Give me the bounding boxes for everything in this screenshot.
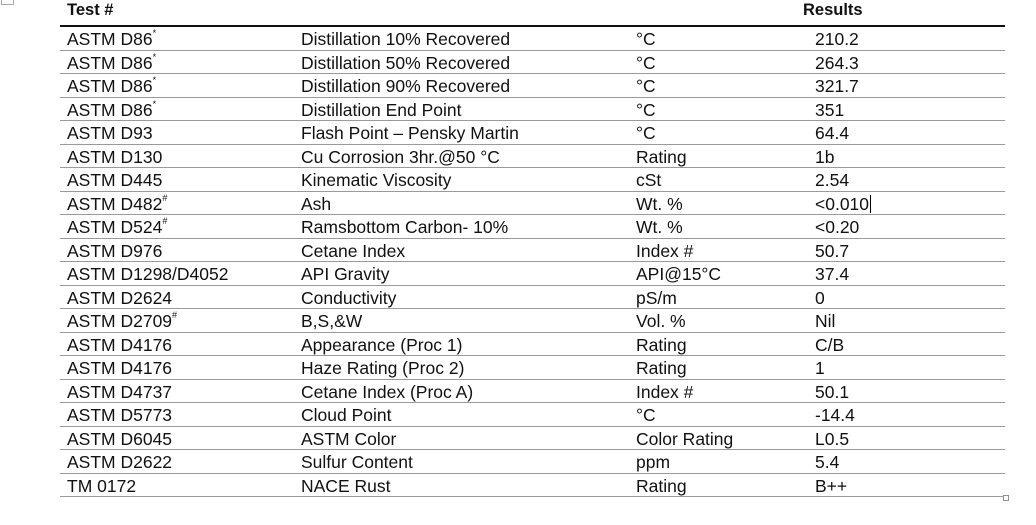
description-cell[interactable]: Distillation 90% Recovered [301,76,511,96]
test-method-text: ASTM D4176 [67,358,173,378]
footnote-mark: * [152,28,157,38]
result-text: 2.54 [815,170,850,190]
result-cell[interactable] [815,194,871,215]
results-table [60,0,1005,497]
table-move-handle[interactable] [1,0,14,5]
footnote-mark: # [162,216,168,226]
result-text: 1 [815,358,825,378]
result-cell[interactable] [815,123,849,144]
unit-cell[interactable]: pS/m [636,287,677,308]
result-text: <0.010 [815,193,870,214]
unit-cell[interactable]: Wt. % [636,217,683,237]
footnote-mark: # [162,192,168,203]
result-cell[interactable] [815,29,859,50]
test-method-cell[interactable] [67,335,172,356]
table-row [60,121,1005,145]
description-cell[interactable]: B,S,&W [301,311,363,331]
result-text: 321.7 [815,76,859,96]
result-text: C/B [815,334,845,355]
unit-cell[interactable]: Index # [636,381,694,402]
unit-cell[interactable]: Rating [636,475,687,496]
description-cell[interactable]: Cetane Index [301,240,406,261]
description-cell[interactable]: Cetane Index (Proc A) [301,381,474,402]
unit-cell[interactable]: °C [636,76,656,96]
result-cell[interactable] [815,264,849,285]
test-method-text: ASTM D86 [67,52,153,73]
table-row [60,27,1005,51]
table-row [60,239,1005,263]
table-row [60,333,1005,357]
unit-cell[interactable]: °C [636,99,656,120]
table-row [60,286,1005,310]
description-cell[interactable]: Ramsbottom Carbon- 10% [301,217,509,237]
test-method-text: TM 0172 [67,475,137,496]
result-text: Nil [815,311,836,331]
test-method-text: ASTM D4176 [67,334,173,355]
result-cell[interactable] [815,100,844,121]
test-method-cell[interactable] [67,100,156,121]
result-text: 1b [815,146,835,167]
test-method-text: ASTM D86 [67,76,153,96]
result-text: 37.4 [815,264,850,284]
result-text: 210.2 [815,29,859,49]
test-method-cell[interactable] [67,429,172,450]
result-cell[interactable] [815,170,849,191]
table-row [60,380,1005,404]
result-text: 5.4 [815,452,840,472]
test-method-cell[interactable] [67,311,177,332]
result-cell[interactable] [815,147,834,168]
result-text: 264.3 [815,52,859,73]
unit-cell[interactable]: Vol. % [636,311,686,331]
footnote-mark: # [172,310,178,320]
unit-cell[interactable]: Rating [636,358,687,378]
table-row [60,192,1005,216]
table-header [60,0,1005,27]
test-method-text: ASTM D1298/D4052 [67,264,229,284]
result-cell[interactable] [815,76,859,97]
description-cell[interactable]: Kinematic Viscosity [301,170,452,190]
unit-cell[interactable]: Color Rating [636,428,734,449]
description-cell[interactable]: Distillation 10% Recovered [301,29,511,49]
unit-cell[interactable]: Wt. % [636,193,683,214]
result-cell[interactable] [815,405,855,426]
test-method-text: ASTM D4737 [67,381,173,402]
result-cell[interactable] [815,288,825,309]
unit-cell[interactable]: °C [636,29,656,49]
test-method-cell[interactable] [67,358,172,379]
description-cell[interactable]: Distillation 50% Recovered [301,52,511,73]
test-method-text: ASTM D86 [67,29,153,49]
table-row [60,262,1005,286]
test-method-cell[interactable] [67,288,172,309]
table-row [60,98,1005,122]
table-row [60,215,1005,239]
description-cell[interactable]: Ash [301,193,332,214]
test-method-text: ASTM D2709 [67,311,173,331]
description-cell[interactable]: Flash Point – Pensky Martin [301,123,519,143]
unit-cell[interactable]: API@15°C [636,264,722,284]
result-cell[interactable] [815,335,844,356]
footnote-mark: * [152,98,157,109]
description-cell[interactable]: NACE Rust [301,475,391,496]
table-row [60,403,1005,427]
test-method-text: ASTM D976 [67,240,163,261]
test-method-text: ASTM D2622 [67,452,173,472]
footnote-mark: * [152,51,157,62]
description-cell[interactable]: ASTM Color [301,428,397,449]
description-cell[interactable]: Sulfur Content [301,452,413,472]
description-cell[interactable]: Distillation End Point [301,99,462,120]
test-method-cell[interactable] [67,405,172,426]
result-cell[interactable] [815,382,849,403]
result-cell[interactable] [815,429,849,450]
description-cell[interactable]: Conductivity [301,287,397,308]
test-method-text: ASTM D93 [67,123,153,143]
test-method-cell[interactable] [67,53,156,74]
test-method-text: ASTM D130 [67,146,163,167]
test-method-cell[interactable] [67,476,136,497]
test-method-text: ASTM D86 [67,99,153,120]
footnote-mark: * [152,75,157,85]
table-row [60,450,1005,474]
test-method-cell[interactable] [67,241,162,262]
test-method-text: ASTM D6045 [67,428,173,449]
result-text: <0.20 [815,217,860,237]
unit-cell[interactable]: cSt [636,170,662,190]
table-resize-handle[interactable] [1003,495,1009,501]
table-row [60,74,1005,98]
test-method-cell[interactable] [67,452,172,473]
result-cell[interactable] [815,452,839,473]
description-cell[interactable]: Haze Rating (Proc 2) [301,358,465,378]
result-text: 50.7 [815,240,850,261]
test-method-text: ASTM D482 [67,193,163,214]
test-method-cell[interactable] [67,123,153,144]
unit-cell[interactable]: °C [636,123,656,143]
description-cell[interactable]: Cu Corrosion 3hr.@50 °C [301,146,500,167]
test-method-text: ASTM D5773 [67,405,173,425]
table-row [60,168,1005,192]
test-column-header: Test # [67,1,114,19]
unit-cell[interactable]: Rating [636,334,687,355]
result-cell[interactable] [815,217,859,238]
result-cell[interactable] [815,358,825,379]
unit-cell[interactable]: Rating [636,146,687,167]
test-method-cell[interactable] [67,264,228,285]
result-cell[interactable] [815,311,835,332]
test-method-cell[interactable] [67,170,162,191]
test-method-cell[interactable] [67,382,172,403]
result-text: -14.4 [815,405,855,425]
table-row [60,51,1005,75]
description-cell[interactable]: Cloud Point [301,405,392,425]
unit-cell[interactable]: Index # [636,240,694,261]
result-cell[interactable] [815,241,849,262]
description-cell[interactable]: API Gravity [301,264,390,284]
test-method-cell[interactable] [67,217,167,238]
test-method-text: ASTM D445 [67,170,163,190]
unit-cell[interactable]: °C [636,52,656,73]
result-text: B++ [815,475,848,496]
result-text: L0.5 [815,428,850,449]
unit-cell[interactable]: °C [636,405,656,425]
results-column-header: Results [803,1,863,19]
table-body [60,27,1005,497]
test-method-cell[interactable] [67,147,162,168]
table-row [60,427,1005,451]
table-row [60,356,1005,380]
result-cell[interactable] [815,476,847,497]
description-cell[interactable]: Appearance (Proc 1) [301,334,463,355]
test-method-text: ASTM D524 [67,217,163,237]
result-text: 351 [815,99,845,120]
table-row [60,474,1005,498]
table-row [60,309,1005,333]
test-method-text: ASTM D2624 [67,287,173,308]
text-cursor [870,195,871,213]
test-method-cell[interactable] [67,76,156,97]
test-method-cell[interactable] [67,194,167,215]
result-text: 64.4 [815,123,850,143]
table-row [60,145,1005,169]
unit-cell[interactable]: ppm [636,452,671,472]
result-text: 50.1 [815,381,850,402]
test-method-cell[interactable] [67,29,156,50]
result-text: 0 [815,287,825,308]
result-cell[interactable] [815,53,859,74]
